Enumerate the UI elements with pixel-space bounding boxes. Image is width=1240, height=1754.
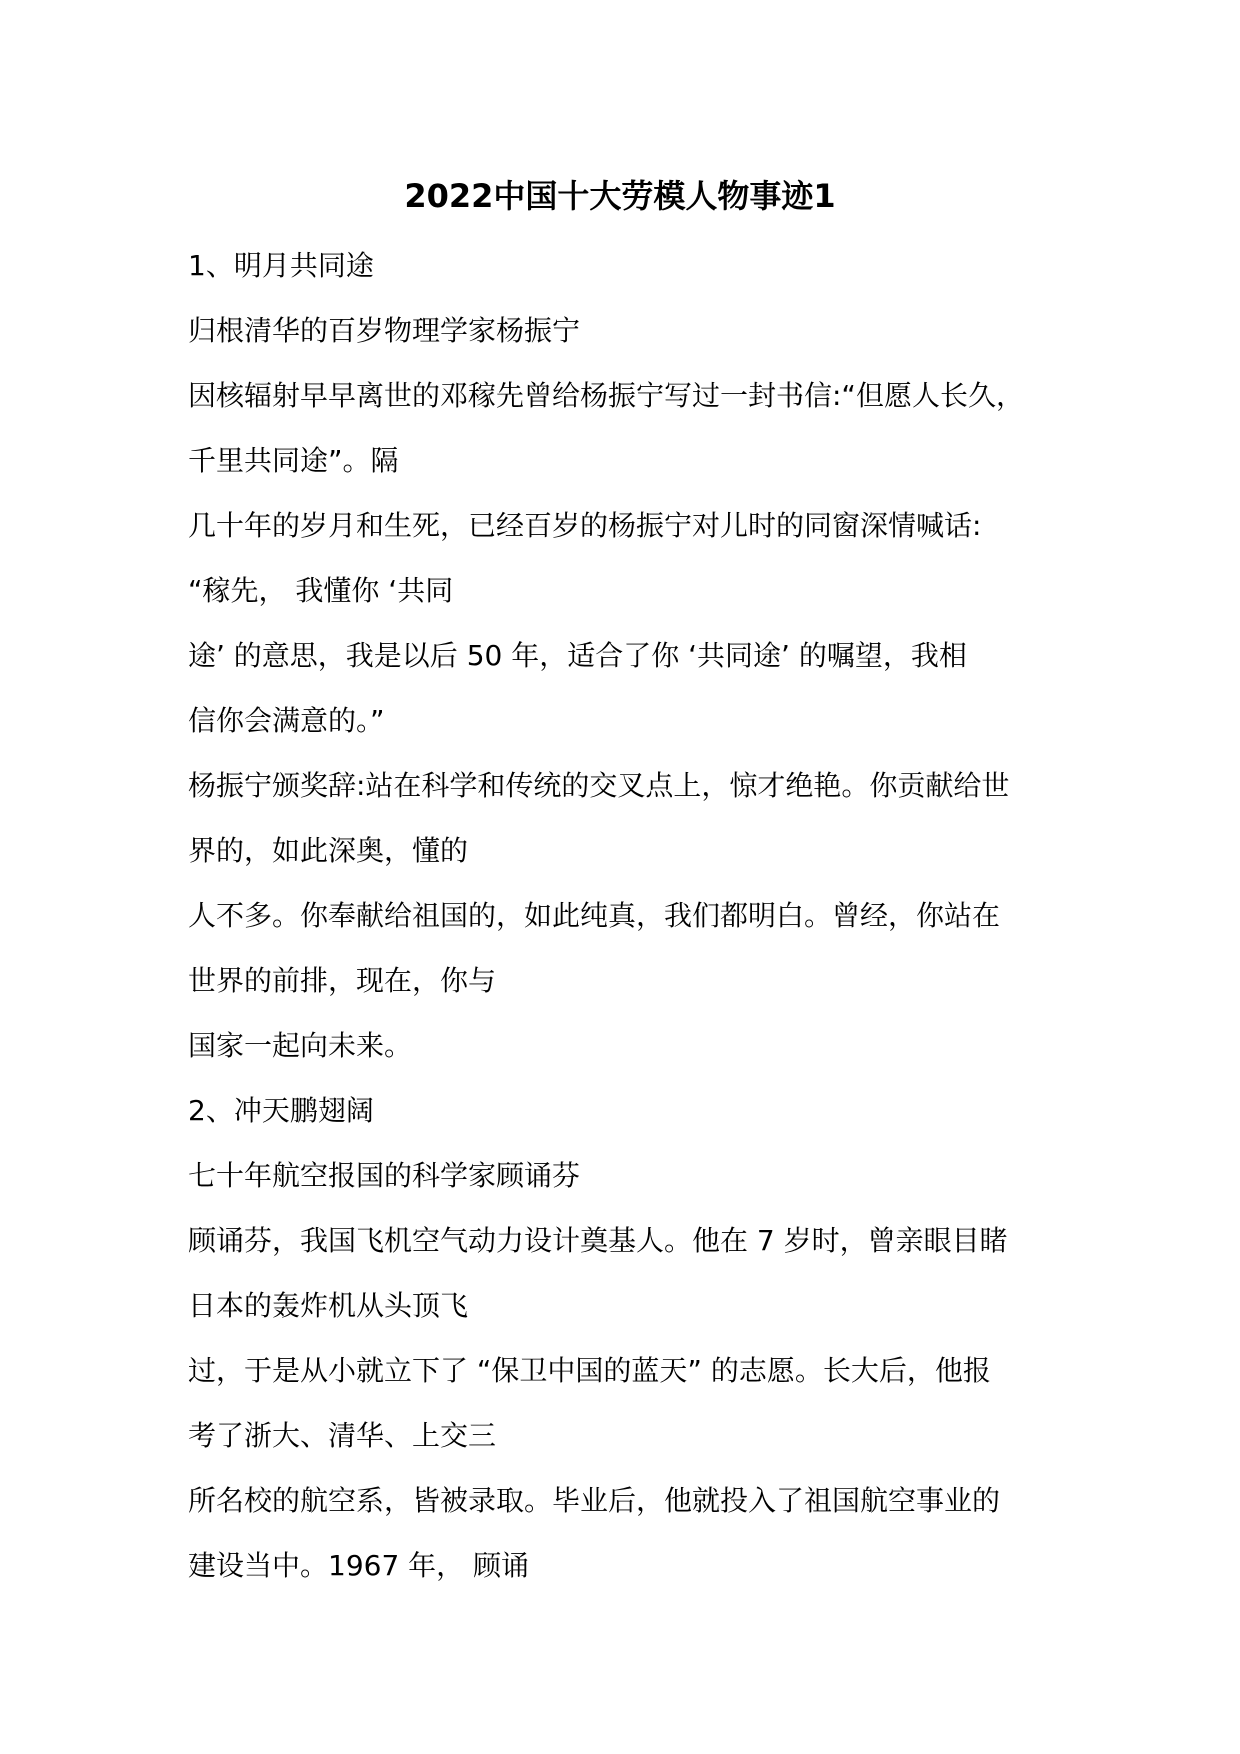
- text-line: 过，于是从小就立下了 “保卫中国的蓝天” 的志愿。长大后，他报: [188, 1354, 991, 1387]
- text-line: 国家一起向未来。: [188, 1029, 413, 1062]
- text-line: 归根清华的百岁物理学家杨振宁: [188, 314, 581, 347]
- text-line: 信你会满意的。”: [188, 704, 385, 737]
- text-line: 七十年航空报国的科学家顾诵芬: [188, 1159, 581, 1192]
- text-line: 1、明月共同途: [188, 249, 374, 282]
- document-title: 2022中国十大劳模人物事迹1: [404, 177, 836, 215]
- text-line: 人不多。你奉献给祖国的，如此纯真，我们都明白。曾经，你站在: [188, 899, 1001, 932]
- text-line: 杨振宁颁奖辞:站在科学和传统的交叉点上，惊才绝艳。你贡献给世: [188, 769, 1010, 802]
- text-line: 几十年的岁月和生死，已经百岁的杨振宁对儿时的同窗深情喊话:: [188, 509, 982, 542]
- text-line: 日本的轰炸机从头顶飞: [188, 1289, 469, 1322]
- text-line: 考了浙大、清华、上交三: [188, 1419, 497, 1452]
- text-line: 世界的前排，现在，你与: [188, 964, 497, 997]
- text-line: 途’ 的意思，我是以后 50 年，适合了你 ‘共同途’ 的嘱望，我相: [188, 639, 967, 672]
- text-line: 界的，如此深奥，懂的: [188, 834, 469, 867]
- text-line: 顾诵芬，我国飞机空气动力设计奠基人。他在 7 岁时，曾亲眼目睹: [188, 1224, 1008, 1257]
- text-line: 因核辐射早早离世的邓稼先曾给杨振宁写过一封书信:“但愿人长久，: [188, 379, 1024, 412]
- text-line: 千里共同途”。隔: [188, 444, 399, 477]
- text-line: 建设当中。1967 年， 顾诵: [188, 1549, 530, 1582]
- text-line: 2、冲天鹏翅阔: [188, 1094, 374, 1127]
- text-line: 所名校的航空系，皆被录取。毕业后，他就投入了祖国航空事业的: [188, 1484, 1001, 1517]
- text-line: “稼先， 我懂你 ‘共同: [188, 574, 454, 607]
- document-body: [188, 233, 1088, 1598]
